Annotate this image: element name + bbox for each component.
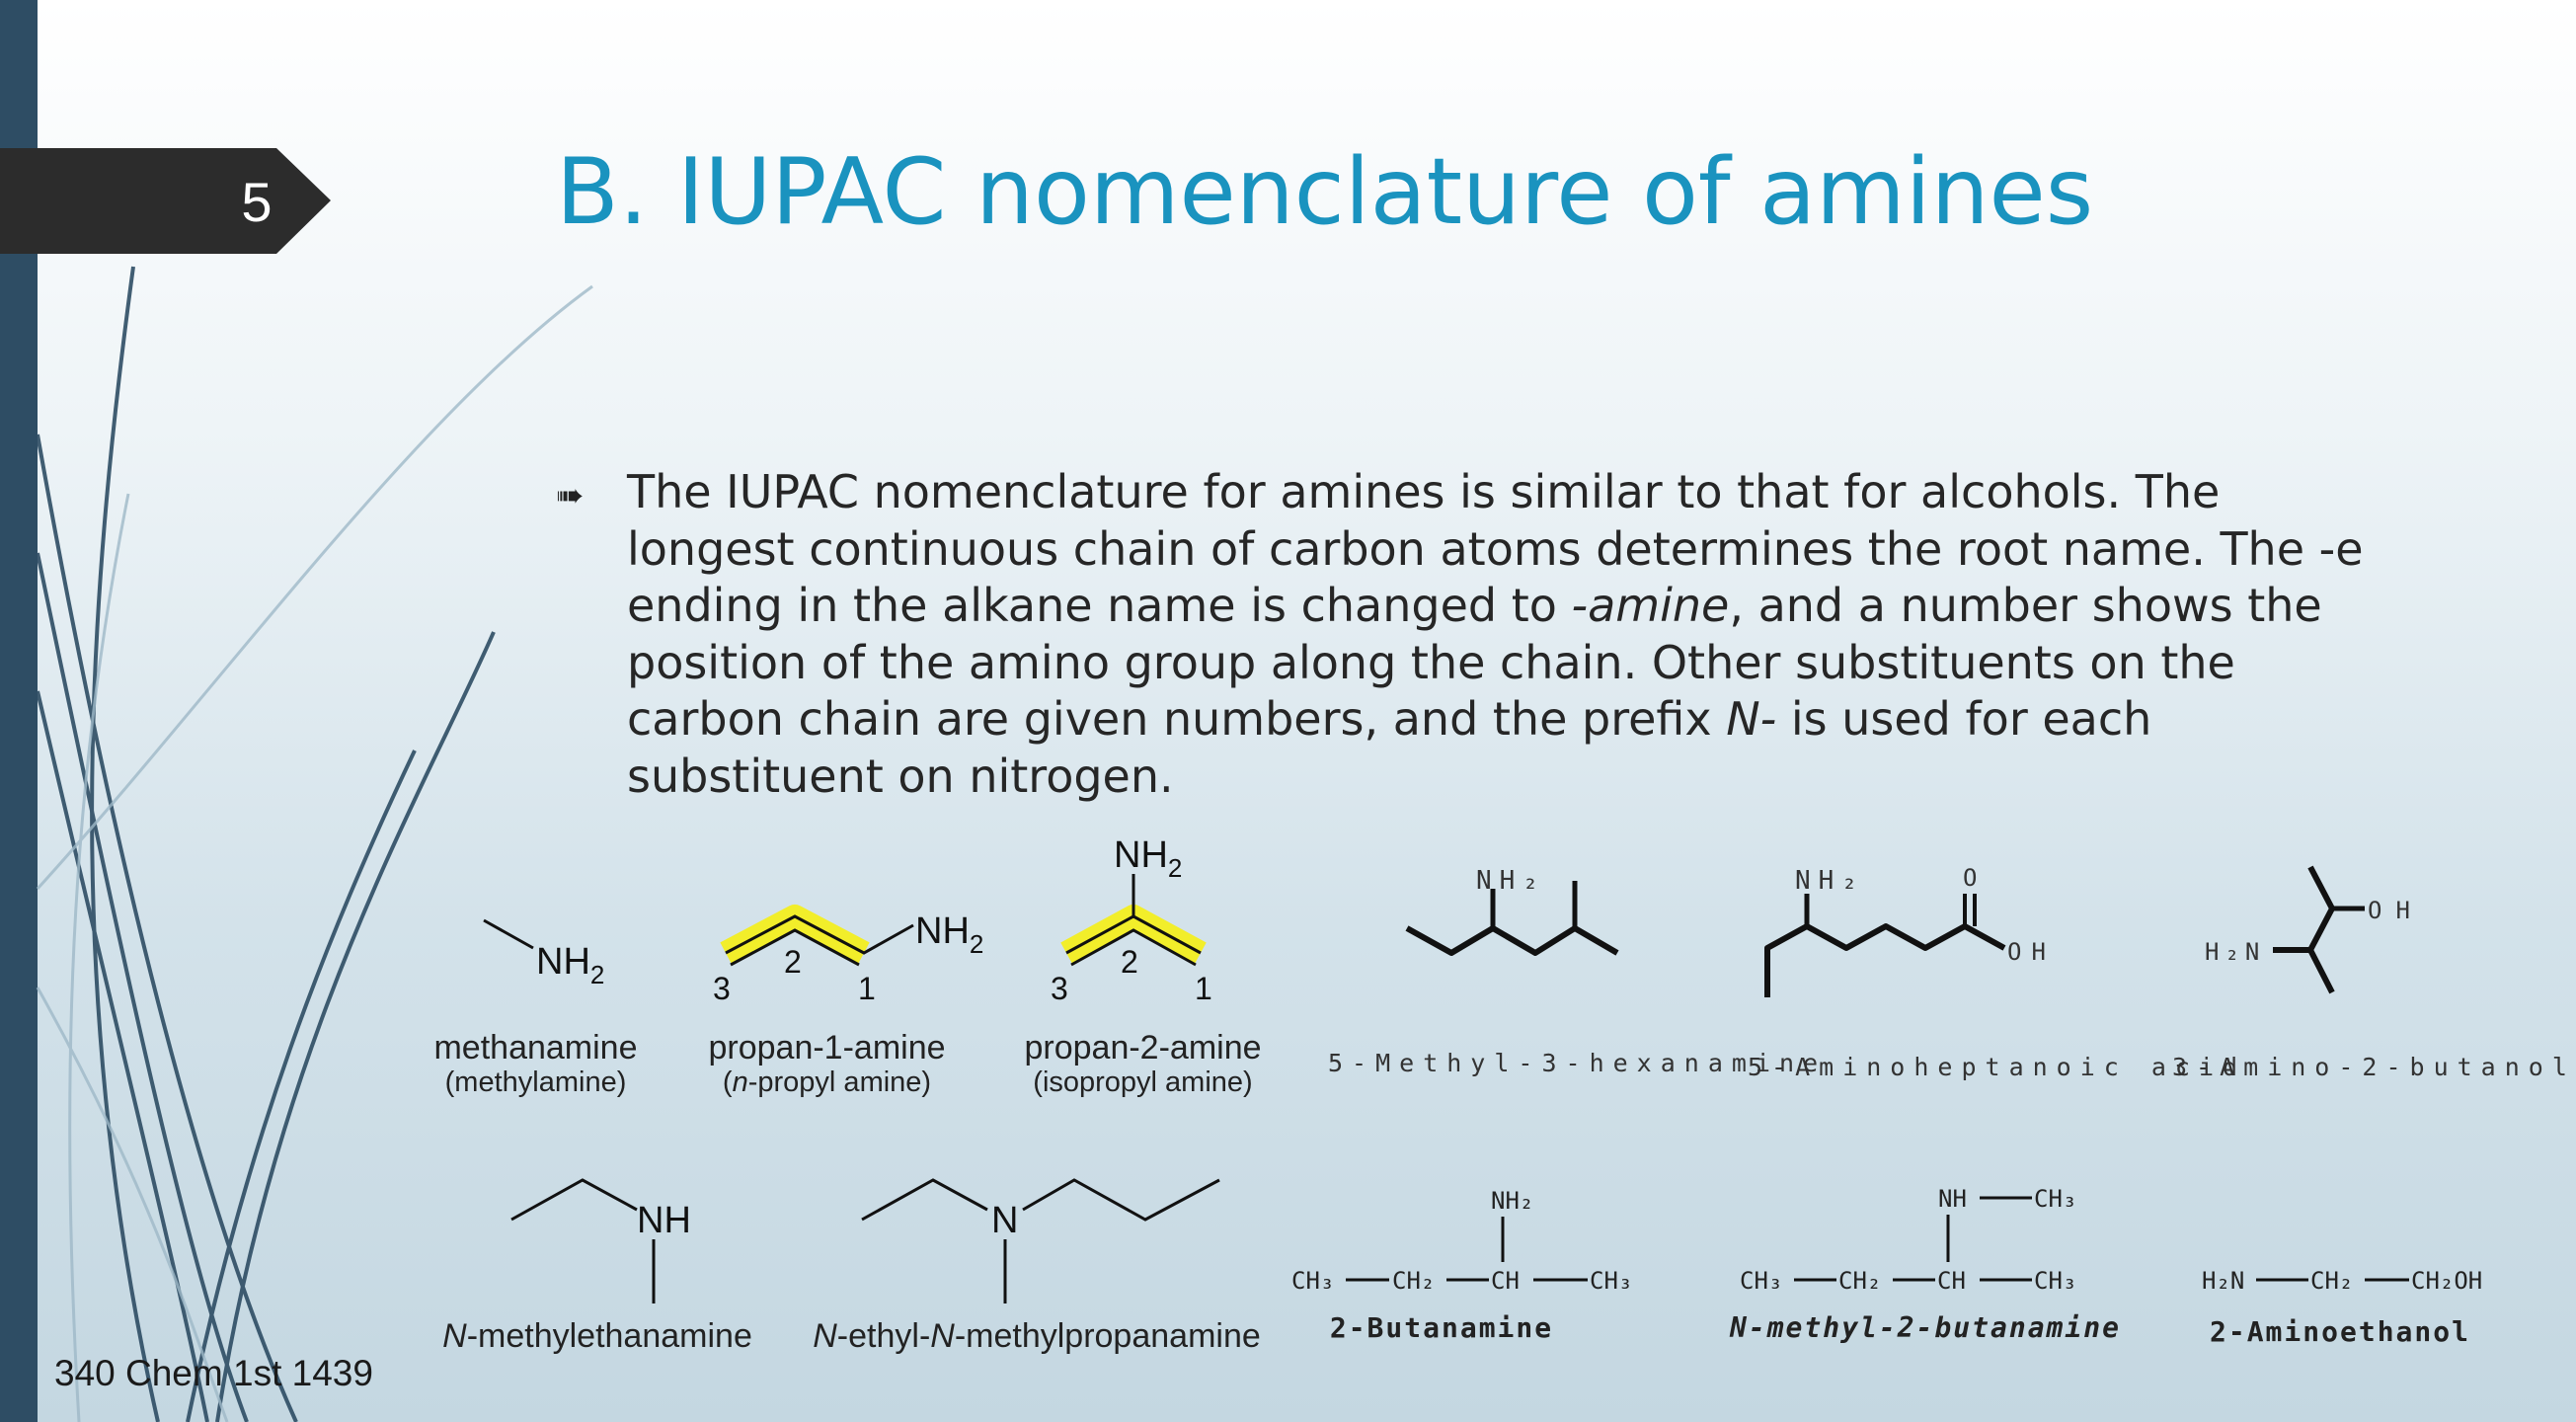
svg-text:CH: CH [1491, 1267, 1520, 1295]
structure-2-butanamine [1291, 1187, 1632, 1295]
label-methanamine: methanamine [433, 1029, 638, 1066]
label-n-methylethanamine: N-methylethanamine [442, 1317, 752, 1355]
svg-text:OH: OH [2007, 938, 2056, 966]
bullet-text: The IUPAC nomenclature for amines is similar to that for alcohols. The longest continuous chain of carbon atoms determines the root name. The -e ending in the alkane name is changed to -amine, and a number shows the position of the amino group along the chain. Other substituents on the carbon chain are given numbers, and the prefix N- is used for each substituent on nitrogen. [627, 465, 2364, 803]
label-n-propyl-amine: (n-propyl amine) [722, 1066, 932, 1098]
slide-number: 5 [241, 171, 273, 233]
structure-5-aminoheptanoic-acid [1767, 864, 2056, 997]
svg-text:CH₃: CH₃ [1291, 1267, 1335, 1295]
label-methylamine: (methylamine) [444, 1066, 627, 1098]
svg-text:OH: OH [2368, 897, 2424, 924]
svg-text:H₂N: H₂N [2205, 938, 2266, 966]
svg-text:O: O [1963, 864, 1978, 892]
structure-propan-2-amine [1051, 834, 1212, 1006]
structure-n-methylethanamine [511, 1180, 691, 1304]
svg-text:NH: NH [637, 1200, 691, 1241]
svg-text:H₂N: H₂N [2202, 1267, 2245, 1295]
structure-n-methyl-2-butanamine [1740, 1185, 2076, 1295]
svg-text:CH₂OH: CH₂OH [2411, 1267, 2483, 1295]
svg-text:3: 3 [1051, 971, 1068, 1006]
svg-text:CH₃: CH₃ [1740, 1267, 1783, 1295]
svg-text:NH₂: NH₂ [1795, 866, 1865, 896]
structure-n-ethyl-n-methylpropanamine [862, 1180, 1219, 1304]
svg-text:NH₂: NH₂ [1491, 1187, 1534, 1215]
label-n-methyl-2-butanamine: N-methyl-2-butanamine [1729, 1311, 2121, 1344]
label-3-amino-2-butanol: 3-Amino-2-butanol [2172, 1053, 2576, 1081]
svg-text:CH: CH [1937, 1267, 1966, 1295]
svg-text:2: 2 [1121, 944, 1138, 980]
label-5-aminoheptanoic-acid: 5-Aminoheptanoic acid [1748, 1053, 2247, 1081]
bullet-arrow-icon: ➠ [556, 476, 585, 515]
structure-propan-1-amine [713, 910, 983, 1006]
svg-text:2: 2 [784, 944, 802, 980]
label-n-ethyl-n-methylpropanamine: N-ethyl-N-methylpropanamine [813, 1317, 1261, 1355]
svg-text:CH₃: CH₃ [2034, 1267, 2077, 1295]
svg-text:NH2: $NH_2$ [536, 941, 605, 989]
svg-text:CH₂: CH₂ [1838, 1267, 1882, 1295]
slide-title: B. IUPAC nomenclature of amines [556, 138, 2094, 245]
svg-text:NH2: $NH_2$ [1114, 834, 1183, 883]
structure-2-aminoethanol [2202, 1267, 2482, 1295]
structure-methanamine [484, 920, 604, 989]
footer-course-label: 340 Chem 1st 1439 [54, 1353, 373, 1393]
svg-text:CH₂: CH₂ [2310, 1267, 2354, 1295]
svg-text:CH₃: CH₃ [1590, 1267, 1633, 1295]
svg-text:NH₂: NH₂ [1476, 866, 1546, 896]
label-5-methyl-3-hexanamine: 5-Methyl-3-hexanamine [1328, 1049, 1828, 1077]
svg-text:CH₂: CH₂ [1392, 1267, 1436, 1295]
subscript: 2 [589, 960, 605, 989]
svg-text:N: N [991, 1200, 1019, 1241]
svg-text:CH₃: CH₃ [2034, 1185, 2077, 1213]
svg-text:1: 1 [858, 971, 876, 1006]
svg-text:1: 1 [1195, 971, 1212, 1006]
structure-3-amino-2-butanol [2205, 867, 2424, 992]
svg-text:NH2: $NH_2$ [915, 910, 984, 959]
svg-text:NH: NH [1938, 1185, 1967, 1213]
label-propan-2-amine: propan-2-amine [1024, 1029, 1262, 1066]
structure-5-methyl-3-hexanamine [1407, 866, 1617, 953]
label-propan-1-amine: propan-1-amine [708, 1029, 946, 1066]
label-2-butanamine: 2-Butanamine [1329, 1311, 1554, 1344]
svg-text:3: 3 [713, 971, 731, 1006]
label-isopropyl-amine: (isopropyl amine) [1033, 1066, 1253, 1098]
label-2-aminoethanol: 2-Aminoethanol [2209, 1315, 2470, 1348]
